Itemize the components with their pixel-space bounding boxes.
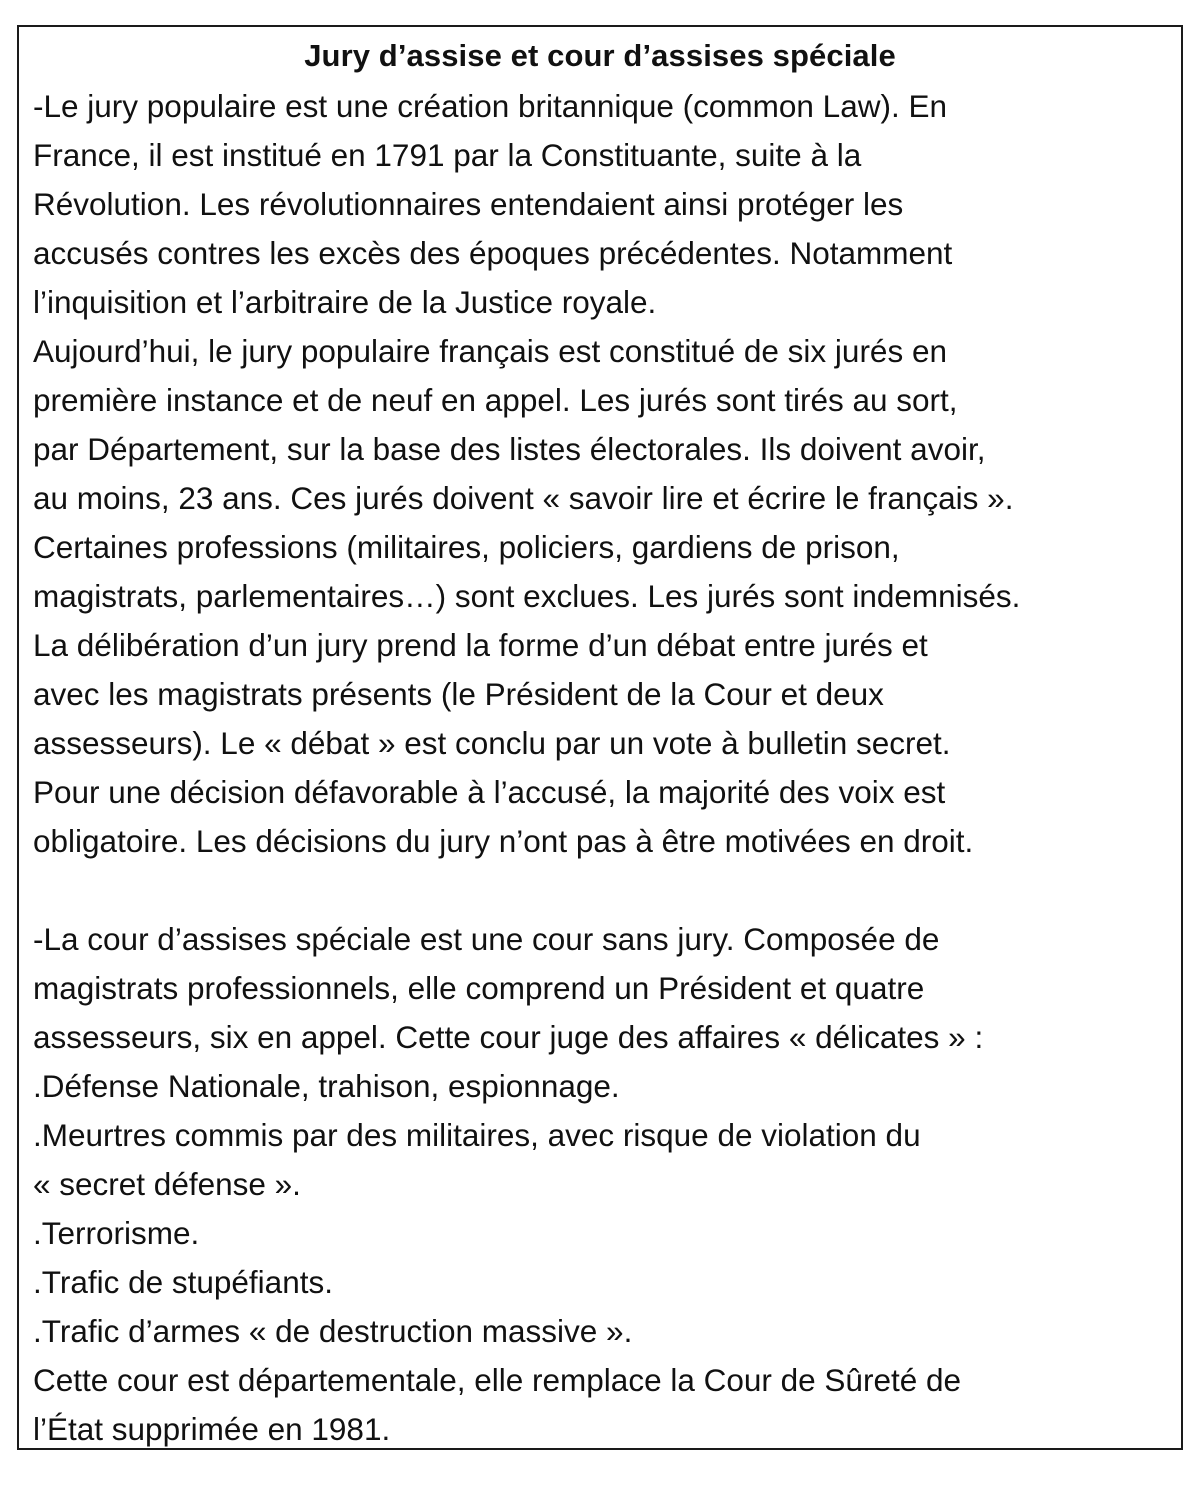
text-line: assesseurs, six en appel. Cette cour juge des affaires « délicates » : [33, 1019, 984, 1055]
text-line: -La cour d’assises spéciale est une cour sans jury. Composée de [33, 921, 940, 957]
text-line: assesseurs). Le « débat » est conclu par un vote à bulletin secret. [33, 725, 951, 761]
text-line: magistrats, parlementaires…) sont exclues. Les jurés sont indemnisés. [33, 578, 1021, 614]
text-line: Certaines professions (militaires, policiers, gardiens de prison, [33, 529, 900, 565]
text-line: Aujourd’hui, le jury populaire français est constitué de six jurés en [33, 333, 947, 369]
list-item: .Défense Nationale, trahison, espionnage. [33, 1068, 620, 1104]
text-line: -Le jury populaire est une création britannique (common Law). En [33, 88, 947, 124]
document-title: Jury d’assise et cour d’assises spéciale [304, 38, 896, 73]
list-item: .Trafic d’armes « de destruction massive ». [33, 1313, 633, 1349]
text-line: avec les magistrats présents (le Président de la Cour et deux [33, 676, 884, 712]
document-frame [17, 25, 1183, 1450]
text-line: « secret défense ». [33, 1166, 301, 1202]
text-line: obligatoire. Les décisions du jury n’ont pas à être motivées en droit. [33, 823, 974, 859]
text-line: accusés contres les excès des époques précédentes. Notamment [33, 235, 953, 271]
text-line: Révolution. Les révolutionnaires entendaient ainsi protéger les [33, 186, 904, 222]
text-line: au moins, 23 ans. Ces jurés doivent « savoir lire et écrire le français ». [33, 480, 1014, 516]
text-line: France, il est institué en 1791 par la Constituante, suite à la [33, 137, 862, 173]
text-line: l’État supprimée en 1981. [33, 1411, 391, 1447]
list-item: .Trafic de stupéfiants. [33, 1264, 333, 1300]
text-line: première instance et de neuf en appel. Les jurés sont tirés au sort, [33, 382, 958, 418]
text-line: magistrats professionnels, elle comprend un Président et quatre [33, 970, 925, 1006]
list-item: .Meurtres commis par des militaires, avec risque de violation du [33, 1117, 921, 1153]
text-line: Pour une décision défavorable à l’accusé, la majorité des voix est [33, 774, 946, 810]
text-line: La délibération d’un jury prend la forme d’un débat entre jurés et [33, 627, 928, 663]
text-line: l’inquisition et l’arbitraire de la Justice royale. [33, 284, 657, 320]
list-item: .Terrorisme. [33, 1215, 200, 1251]
text-line: par Département, sur la base des listes électorales. Ils doivent avoir, [33, 431, 986, 467]
text-line: Cette cour est départementale, elle remplace la Cour de Sûreté de [33, 1362, 962, 1398]
